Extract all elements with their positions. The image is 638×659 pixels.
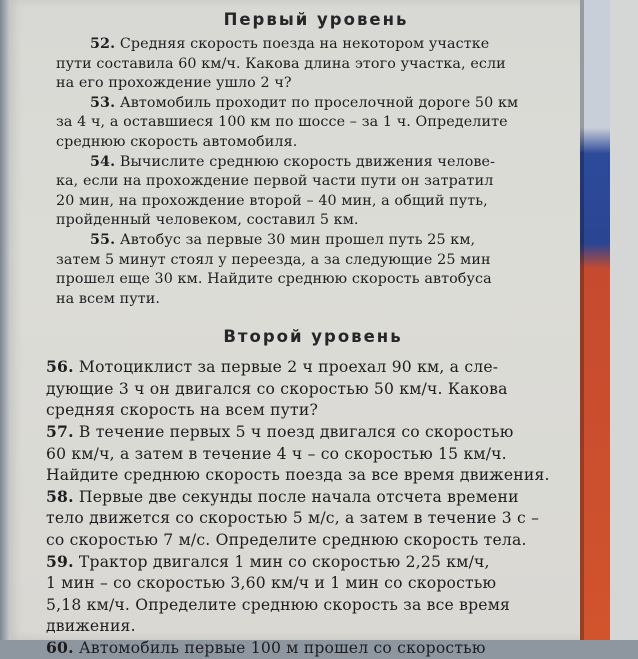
problem-number: 54. <box>90 153 116 170</box>
problem-text: Средняя скорость поезда на некотором участке <box>119 36 490 52</box>
problem-text-line <box>56 94 566 114</box>
problem-text-line: на всем пути. <box>56 290 161 307</box>
problem-text: Автомобиль проходит по проселочной дороге 50 км <box>119 94 519 111</box>
problem-57 <box>46 421 576 486</box>
problem-56 <box>46 356 576 421</box>
problem-text-line: Найдите среднюю скорость поезда за все время движения. <box>46 465 550 484</box>
problem-text-line: 5,18 км/ч. Определите среднюю скорость за все время <box>46 595 511 614</box>
problem-55 <box>56 231 566 309</box>
problem-text-line <box>46 551 576 573</box>
problem-text: Автобус за первые 30 мин прошел путь 25 км, <box>119 231 476 248</box>
problem-text-line <box>46 356 576 378</box>
page-content <box>46 8 566 659</box>
problem-number: 56. <box>46 357 74 377</box>
problem-text-line <box>56 35 566 55</box>
section-title-level-1: Первый уровень <box>223 10 409 29</box>
problem-text-line: за 4 ч, а оставшиеся 100 км по шоссе – за 1 ч. Определите <box>56 114 508 131</box>
problem-text-line: со скоростью 7 м/с. Определите среднюю скорость тела. <box>46 530 527 549</box>
problem-text-line: среднюю скорость автомобиля. <box>56 133 298 150</box>
problem-text-line: пути составила 60 км/ч. Какова длина этого участка, если <box>56 55 506 72</box>
problem-53 <box>56 94 566 153</box>
problem-text-line: 20 мин, на прохождение второй – 40 мин, а общий путь, <box>56 192 488 209</box>
problem-text-line: затем 5 минут стоял у переезда, а за следующие 25 мин <box>56 251 491 268</box>
problem-text: Трактор двигался 1 мин со скоростью 2,25 км/ч, <box>78 552 490 571</box>
problem-number: 59. <box>46 551 74 571</box>
problem-list-level-2 <box>46 356 576 659</box>
problem-58 <box>46 486 576 551</box>
problem-text-line: прошел еще 30 км. Найдите среднюю скорость автобуса <box>56 271 492 288</box>
problem-54 <box>56 153 566 231</box>
problem-text: Первые две секунды после начала отсчета времени <box>78 488 519 507</box>
problem-text-line: 1 мин – со скоростью 3,60 км/ч и 1 мин со скоростью <box>46 574 497 593</box>
problem-60 <box>46 637 576 659</box>
problem-text-line: пройденный человеком, составил 5 км. <box>56 212 359 229</box>
problem-number: 53. <box>90 94 116 111</box>
problem-text-line: дующие 3 ч он двигался со скоростью 50 км/ч. Какова <box>46 379 508 398</box>
problem-text-line <box>46 486 576 508</box>
problem-text-line <box>46 421 576 443</box>
problem-number: 52. <box>90 36 116 52</box>
problem-text-line <box>56 231 566 251</box>
problem-list-level-1 <box>56 35 566 309</box>
problem-text-line <box>46 637 576 659</box>
problem-text: В течение первых 5 ч поезд двигался со скоростью <box>78 423 514 442</box>
section-title-level-2: Второй уровень <box>223 327 403 347</box>
problem-text-line: ка, если на прохождение первой части пути он затратил <box>56 173 494 190</box>
book-cover-edge <box>580 0 610 640</box>
problem-text-line: тело движется со скоростью 5 м/с, а затем в течение 3 с – <box>46 509 540 528</box>
problem-text-line <box>56 153 566 173</box>
problem-52 <box>56 35 566 94</box>
problem-text-line: средняя скорость на всем пути? <box>46 400 319 419</box>
problem-number: 60. <box>46 638 74 658</box>
problem-text-line: на его прохождение ушло 2 ч? <box>56 75 292 92</box>
problem-number: 58. <box>46 487 74 507</box>
problem-text: Автомобиль первые 100 м прошел со скоростью <box>78 639 486 658</box>
problem-number: 55. <box>90 231 116 248</box>
problem-text: Мотоциклист за первые 2 ч проехал 90 км, а сле- <box>78 358 499 377</box>
problem-59 <box>46 551 576 637</box>
problem-text: Вычислите среднюю скорость движения челове- <box>119 153 496 170</box>
problem-text-line: 60 км/ч, а затем в течение 4 ч – со скоростью 15 км/ч. <box>46 444 507 463</box>
problem-number: 57. <box>46 422 74 442</box>
problem-text-line: движения. <box>46 616 136 635</box>
